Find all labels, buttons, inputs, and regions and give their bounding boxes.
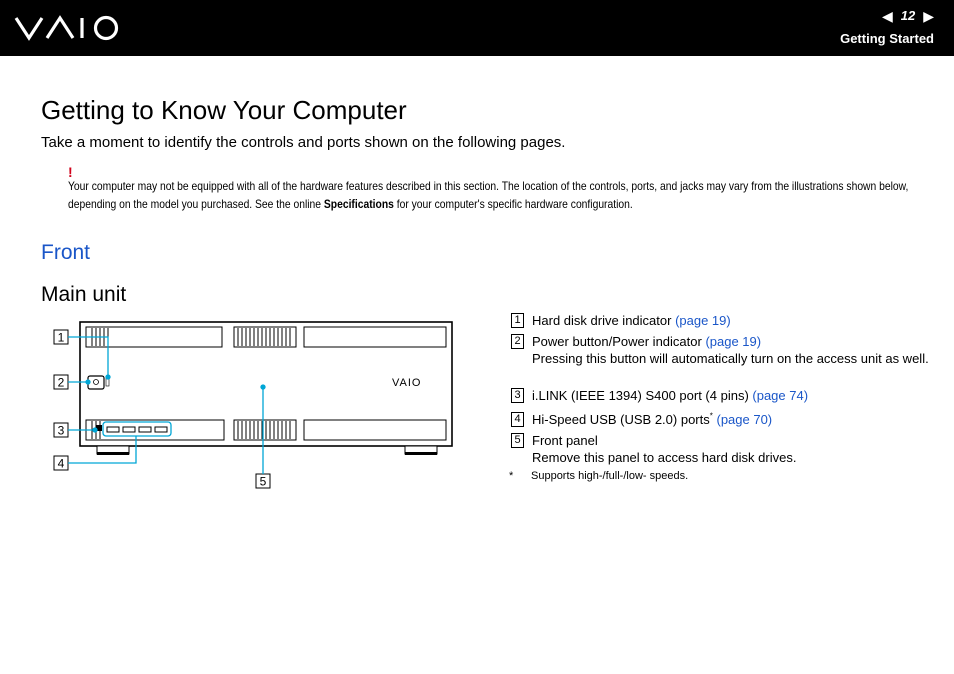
callout-1 (54, 330, 68, 345)
page-link[interactable]: (page 74) (752, 388, 809, 403)
main-unit-diagram (50, 318, 470, 496)
svg-text:5: 5 (259, 474, 267, 489)
specifications-bold: Specifications (323, 197, 394, 211)
usb-port-4 (155, 427, 167, 432)
page-header (0, 0, 954, 56)
front-heading: Front (41, 241, 91, 264)
svg-text:4: 4 (57, 456, 65, 471)
legend-item-5: 5 Front panel Remove this panel to access hard disk drives. (511, 432, 931, 466)
usb-port-2 (123, 427, 135, 432)
legend-item-3: 3 i.LINK (IEEE 1394) S400 port (4 pins) (page 74) (511, 387, 931, 404)
page-link[interactable]: (page 19) (705, 334, 762, 349)
usb-port-1 (107, 427, 119, 432)
warning-mark: ! (68, 164, 73, 180)
usb-port-3 (139, 427, 151, 432)
page-link[interactable]: (page 19) (675, 313, 731, 328)
footnote: * Supports high-/full-/low- speeds. (509, 470, 689, 482)
callout-4 (54, 456, 68, 471)
page-number: 12 (900, 8, 916, 23)
svg-text:2: 2 (57, 375, 65, 390)
warning-text: Your computer may not be equipped with all of the hardware features described in this section. The location of the controls, ports, and jacks may vary from the illustrations shown below, depending on the model you purchased. See the online Specifications for your computer's specific hardware configuration. (68, 179, 909, 211)
svg-text:3: 3 (57, 423, 65, 438)
callout-2 (54, 375, 68, 390)
legend-item-2: 2 Power button/Power indicator (page 19) Pressing this button will automatically turn on the access unit as well. (511, 333, 931, 367)
front-logo: VAIO (392, 377, 422, 389)
callout-3 (54, 423, 68, 438)
page-link[interactable]: (page 70) (716, 412, 773, 427)
section-label: Getting Started (840, 31, 934, 46)
vaio-logo (14, 15, 122, 41)
legend-item-4: 4 Hi-Speed USB (USB 2.0) ports* (page 70) (511, 411, 931, 428)
legend-item-1: 1 Hard disk drive indicator (page 19) (511, 312, 931, 329)
main-unit-heading: Main unit (41, 283, 127, 306)
page-title: Getting to Know Your Computer (41, 95, 407, 125)
next-page-arrow-icon[interactable]: ▶ (923, 7, 934, 24)
svg-text:1: 1 (57, 330, 65, 345)
previous-page-arrow-icon[interactable]: ◀ (881, 7, 893, 24)
callout-5 (256, 474, 270, 489)
intro-text: Take a moment to identify the controls and ports shown on the following pages. (41, 134, 566, 151)
page-navigation (882, 8, 934, 23)
